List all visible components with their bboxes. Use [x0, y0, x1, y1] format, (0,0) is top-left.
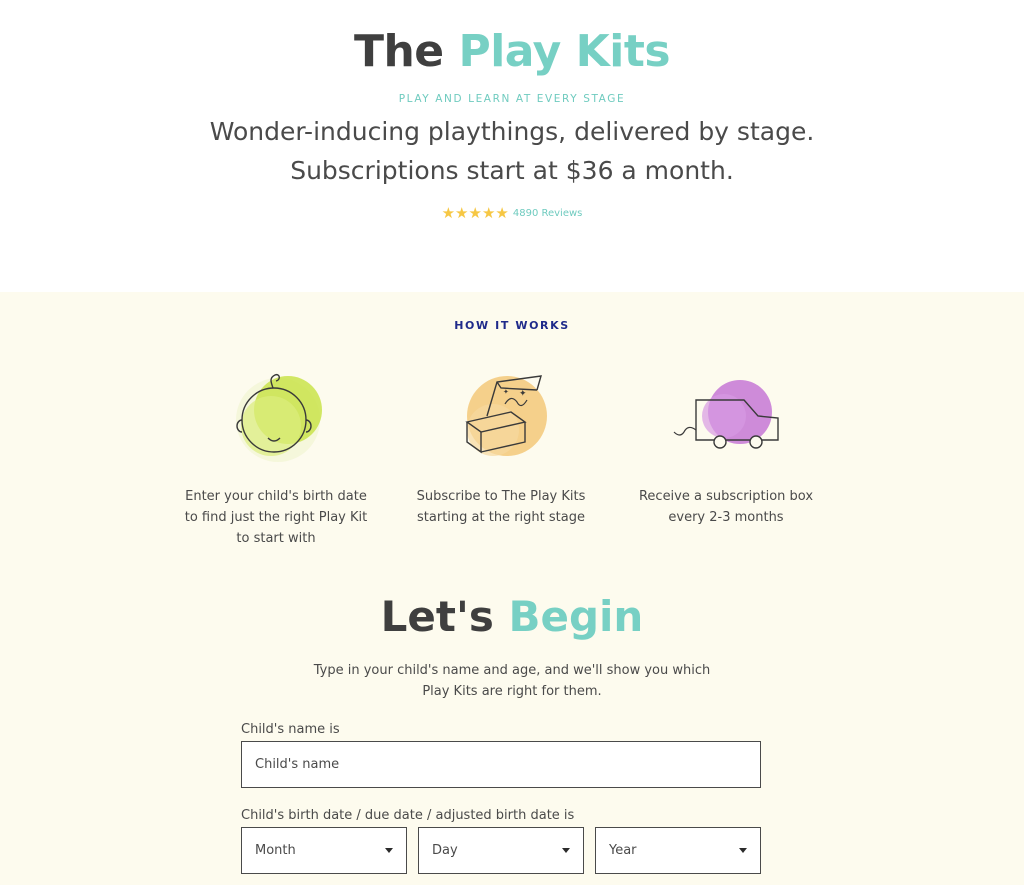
chevron-down-icon [562, 848, 570, 853]
step-line: to start with [236, 531, 316, 546]
svg-text:✦: ✦ [503, 388, 509, 396]
step-text [176, 486, 376, 549]
page-title [0, 26, 1024, 77]
reviews-summary[interactable] [0, 204, 1024, 222]
begin-title-part-lets: Let's [380, 592, 494, 641]
month-select[interactable] [241, 827, 407, 874]
chevron-down-icon [739, 848, 747, 853]
child-name-label: Child's name is [241, 722, 340, 737]
step-line: Enter your child's birth date [185, 489, 367, 504]
treasure-box-icon [441, 360, 561, 476]
review-count-link[interactable]: 4890 Reviews [512, 207, 583, 219]
step-receive [626, 360, 826, 528]
begin-title [0, 592, 1024, 641]
title-part-the: The [353, 26, 444, 77]
birth-date-label: Child's birth date / due date / adjusted birth date is [241, 808, 575, 823]
step-text [626, 486, 826, 528]
how-it-works-section [0, 292, 1024, 885]
step-birth-date [176, 360, 376, 549]
tagline-line-1: Wonder-inducing playthings, delivered by stage. [209, 117, 815, 146]
begin-subtitle [0, 660, 1024, 702]
chevron-down-icon [385, 848, 393, 853]
child-name-input[interactable] [241, 741, 761, 788]
begin-title-part-begin: Begin [508, 592, 644, 641]
step-line: to find just the right Play Kit [184, 510, 368, 525]
step-text [401, 486, 601, 528]
delivery-truck-icon [666, 360, 786, 476]
star-rating-icon: ★★★★★ [441, 204, 509, 222]
year-select-value: Year [609, 843, 637, 858]
day-select-value: Day [432, 843, 458, 858]
day-select[interactable] [418, 827, 584, 874]
step-line: starting at the right stage [417, 510, 585, 525]
year-select[interactable] [595, 827, 761, 874]
step-line: Receive a subscription box [638, 489, 814, 504]
begin-sub-line-1: Type in your child's name and age, and we'll show you which [313, 663, 711, 678]
hero-tagline [0, 112, 1024, 190]
begin-sub-line-2: Play Kits are right for them. [422, 684, 602, 699]
step-line: Subscribe to The Play Kits [416, 489, 586, 504]
month-select-value: Month [255, 843, 296, 858]
how-it-works-title: HOW IT WORKS [454, 319, 570, 332]
step-line: every 2-3 months [668, 510, 784, 525]
baby-face-icon [216, 360, 336, 476]
step-subscribe [401, 360, 601, 528]
svg-text:✦: ✦ [519, 389, 527, 399]
tagline-line-2: Subscriptions start at $36 a month. [290, 156, 734, 185]
title-part-play-kits: Play Kits [458, 26, 671, 77]
hero-section [0, 0, 1024, 292]
hero-eyebrow: PLAY AND LEARN AT EVERY STAGE [398, 93, 626, 105]
